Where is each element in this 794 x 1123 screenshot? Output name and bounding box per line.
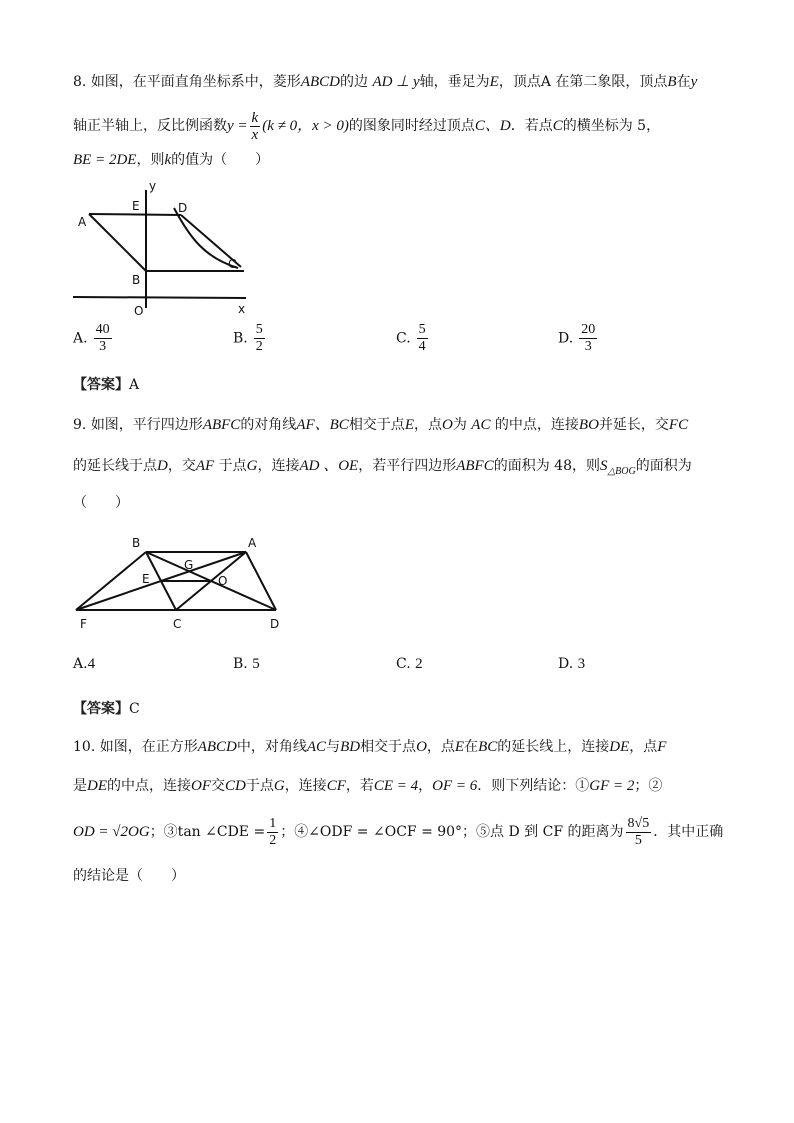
q9-option-b[interactable]: B. 5 xyxy=(233,656,260,672)
q8-answer: 【答案】A xyxy=(73,377,140,393)
q8-line-2: 轴正半轴上，反比例函数y = $\frac{k}{x}$ (k ≠ 0，x > 0)的图象同时经过顶点C、D．若点C的横坐标为 5， xyxy=(73,109,661,143)
q10-line-2: 是DE的中点，连接OF交CD于点G，连接CF，若CE = 4，OF = 6．则下列结论：①GF = 2；② xyxy=(73,778,663,794)
q10-line-1: 10. 如图，在正方形ABCD中，对角线AC与BD相交于点O，点E在BC的延长线上，连接DE，点F xyxy=(73,739,667,755)
label-E: E xyxy=(132,199,140,213)
q8-option-b[interactable]: B. $\frac{5}{2}$ xyxy=(233,322,263,354)
k-over-x-fraction: $\frac{k}{x}$ xyxy=(251,109,259,143)
label-E: E xyxy=(142,572,150,586)
label-B: B xyxy=(132,536,141,550)
label-O: O xyxy=(218,574,228,588)
label-C: C xyxy=(228,257,237,271)
label-F: F xyxy=(80,617,87,631)
q9-answer: 【答案】C xyxy=(73,701,140,717)
label-x: x xyxy=(238,302,246,316)
q8-line-1: 8. 如图，在平面直角坐标系中，菱形ABCD的边 AD ⊥ y轴，垂足为E，顶点A 在第二象限，顶点B在y xyxy=(73,74,698,90)
label-A: A xyxy=(248,536,257,550)
side-AB xyxy=(89,214,146,271)
q9-option-a[interactable]: A.4 xyxy=(73,656,96,672)
q9-figure xyxy=(70,530,290,640)
label-y: y xyxy=(149,179,157,193)
q8-line-3: BE = 2DE，则k的值为（ ） xyxy=(73,152,270,168)
label-D: D xyxy=(178,201,188,215)
segment-AD xyxy=(246,552,276,610)
label-A: A xyxy=(78,215,87,229)
x-axis xyxy=(73,297,246,298)
q9-line-3: （ ） xyxy=(73,495,129,511)
label-G: G xyxy=(184,558,194,572)
q8-option-d[interactable]: D. $\frac{20}{3}$ xyxy=(558,322,596,354)
q8-option-a[interactable]: A. $\frac{40}{3}$ xyxy=(73,322,110,354)
q9-option-c[interactable]: C. 2 xyxy=(396,656,423,672)
label-D: D xyxy=(270,617,280,631)
q10-line-4: 的结论是（ ） xyxy=(73,868,185,884)
label-C: C xyxy=(173,617,182,631)
q8-figure xyxy=(70,176,260,321)
side-BF xyxy=(76,552,146,610)
q9-option-d[interactable]: D. 3 xyxy=(558,656,586,672)
label-O: O xyxy=(134,304,144,318)
label-B: B xyxy=(132,273,141,287)
q10-line-3: OD = √2OG；③tan ∠CDE = $\frac{1}{2}$ ；④∠ODF = ∠OCF = 90°；⑤点 D 到 CF 的距离为 $\frac{8√5}{5}$ ．其中正确 xyxy=(73,815,724,848)
q9-line-2: 的延长线于点D，交AF 于点G，连接AD 、OE，若平行四边形ABFC的面积为 48，则$S_{\triangle BOG}$的面积为 xyxy=(73,458,692,477)
q8-option-c[interactable]: C. $\frac{5}{4}$ xyxy=(396,322,426,354)
q9-line-1: 9. 如图，平行四边形ABFC的对角线AF、BC相交于点E，点O为 AC 的中点，连接BO并延长，交FC xyxy=(73,417,689,433)
side-AD xyxy=(89,214,181,215)
